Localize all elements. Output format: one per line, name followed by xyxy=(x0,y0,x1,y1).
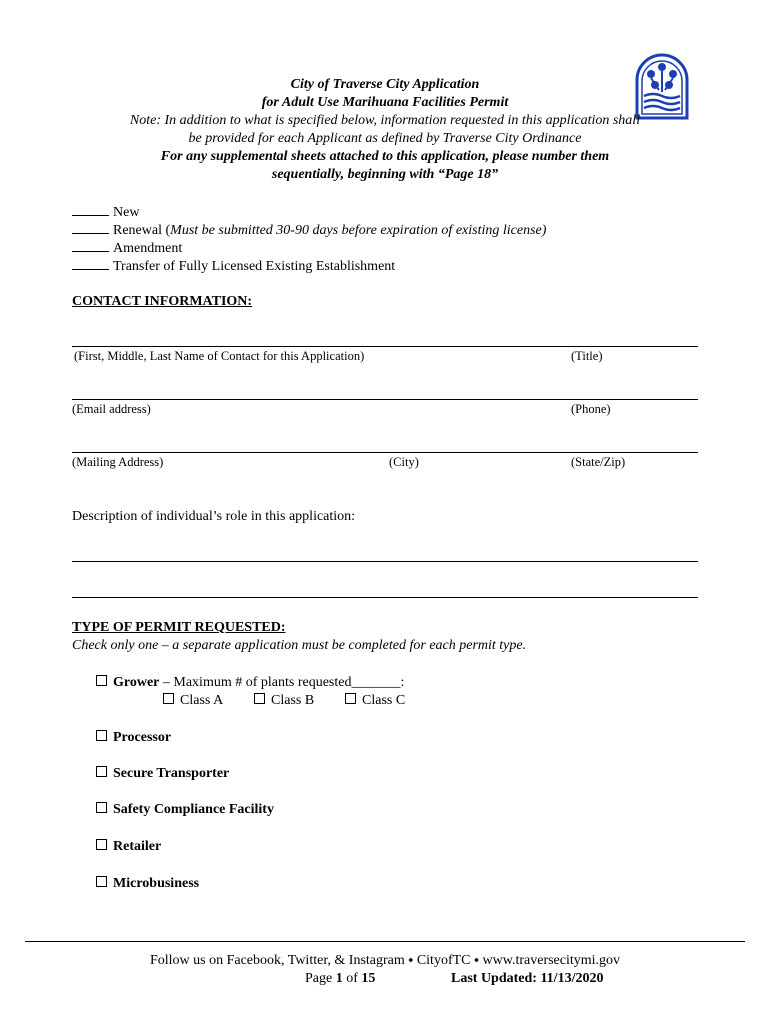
class-a-checkbox[interactable] xyxy=(163,693,174,704)
option-label: Transfer of Fully Licensed Existing Establishment xyxy=(113,259,396,274)
permit-label: Secure Transporter xyxy=(113,766,230,781)
contact-mailing-label: (Mailing Address) xyxy=(72,455,164,469)
permit-processor[interactable] xyxy=(96,730,171,746)
secure-transporter-checkbox[interactable] xyxy=(96,766,107,777)
footer-page xyxy=(305,971,375,987)
option-transfer[interactable] xyxy=(72,257,395,275)
grower-class-b[interactable] xyxy=(254,693,314,709)
option-note: Must be submitted 30-90 days before expiration of existing license) xyxy=(170,223,547,238)
class-label: Class A xyxy=(180,693,224,708)
page-number: 1 xyxy=(335,971,343,986)
contact-heading: CONTACT INFORMATION: xyxy=(72,294,253,309)
contact-statezip-label: (State/Zip) xyxy=(571,455,626,469)
contact-phone-label: (Phone) xyxy=(571,402,611,416)
permit-label: Safety Compliance Facility xyxy=(113,802,274,817)
permit-safety-compliance[interactable] xyxy=(96,802,274,818)
role-description-line-1[interactable] xyxy=(72,561,698,562)
role-description-line-2[interactable] xyxy=(72,597,698,598)
option-label: New xyxy=(113,205,140,220)
option-label: Amendment xyxy=(113,241,183,256)
role-description-label: Description of individual’s role in this application: xyxy=(72,509,356,524)
grower-checkbox[interactable] xyxy=(96,675,107,686)
header-supplement-1: For any supplemental sheets attached to this application, please number them xyxy=(160,149,610,164)
permit-label: Processor xyxy=(113,730,172,745)
permit-heading: TYPE OF PERMIT REQUESTED: xyxy=(72,620,286,635)
grower-class-c[interactable] xyxy=(345,693,405,709)
contact-email-label: (Email address) xyxy=(72,402,151,416)
footer-divider xyxy=(25,941,745,942)
contact-city-label: (City) xyxy=(389,455,419,469)
contact-email-line[interactable] xyxy=(72,399,698,400)
retailer-checkbox[interactable] xyxy=(96,839,107,850)
option-blank[interactable] xyxy=(72,257,109,270)
contact-name-label: (First, Middle, Last Name of Contact for this Application) xyxy=(74,349,365,363)
footer-last-updated: Last Updated: 11/13/2020 xyxy=(451,971,604,986)
microbusiness-checkbox[interactable] xyxy=(96,876,107,887)
permit-label: Retailer xyxy=(113,839,162,854)
header-title: City of Traverse City Application xyxy=(290,77,480,92)
option-blank[interactable] xyxy=(72,203,109,216)
class-b-checkbox[interactable] xyxy=(254,693,265,704)
safety-compliance-checkbox[interactable] xyxy=(96,802,107,813)
permit-instruction: Check only one – a separate application must be completed for each permit type. xyxy=(72,638,527,653)
permit-retailer[interactable] xyxy=(96,839,161,855)
option-renewal[interactable] xyxy=(72,221,546,239)
page-total: 15 xyxy=(361,971,376,986)
processor-checkbox[interactable] xyxy=(96,730,107,741)
footer-social: Follow us on Facebook, Twitter, & Instagram ⬩ CityofTC ⬩ www.traversecitymi.gov xyxy=(149,953,621,968)
contact-name-line[interactable] xyxy=(72,346,698,347)
option-amendment[interactable] xyxy=(72,239,182,257)
page-of: of xyxy=(342,971,362,986)
permit-grower[interactable] xyxy=(96,675,404,691)
class-label: Class C xyxy=(362,693,406,708)
permit-microbusiness[interactable] xyxy=(96,876,199,892)
header-note-1: Note: In addition to what is specified below, information requested in this application shall xyxy=(129,113,641,128)
contact-title-label: (Title) xyxy=(571,349,603,363)
option-label: Renewal ( xyxy=(113,223,171,238)
class-label: Class B xyxy=(271,693,315,708)
grower-plants-text: – Maximum # of plants requested_______: xyxy=(159,675,405,690)
option-new[interactable] xyxy=(72,203,139,221)
header-subtitle: for Adult Use Marihuana Facilities Permit xyxy=(261,95,509,110)
grower-class-a[interactable] xyxy=(163,693,223,709)
option-blank[interactable] xyxy=(72,221,109,234)
contact-address-line[interactable] xyxy=(72,452,698,453)
grower-label: Grower xyxy=(113,675,160,690)
option-blank[interactable] xyxy=(72,239,109,252)
class-c-checkbox[interactable] xyxy=(345,693,356,704)
header-supplement-2: sequentially, beginning with “Page 18” xyxy=(271,167,499,182)
header-note-2: be provided for each Applicant as defined by Traverse City Ordinance xyxy=(188,131,582,146)
permit-secure-transporter[interactable] xyxy=(96,766,229,782)
page-prefix: Page xyxy=(305,971,336,986)
permit-label: Microbusiness xyxy=(113,876,200,891)
